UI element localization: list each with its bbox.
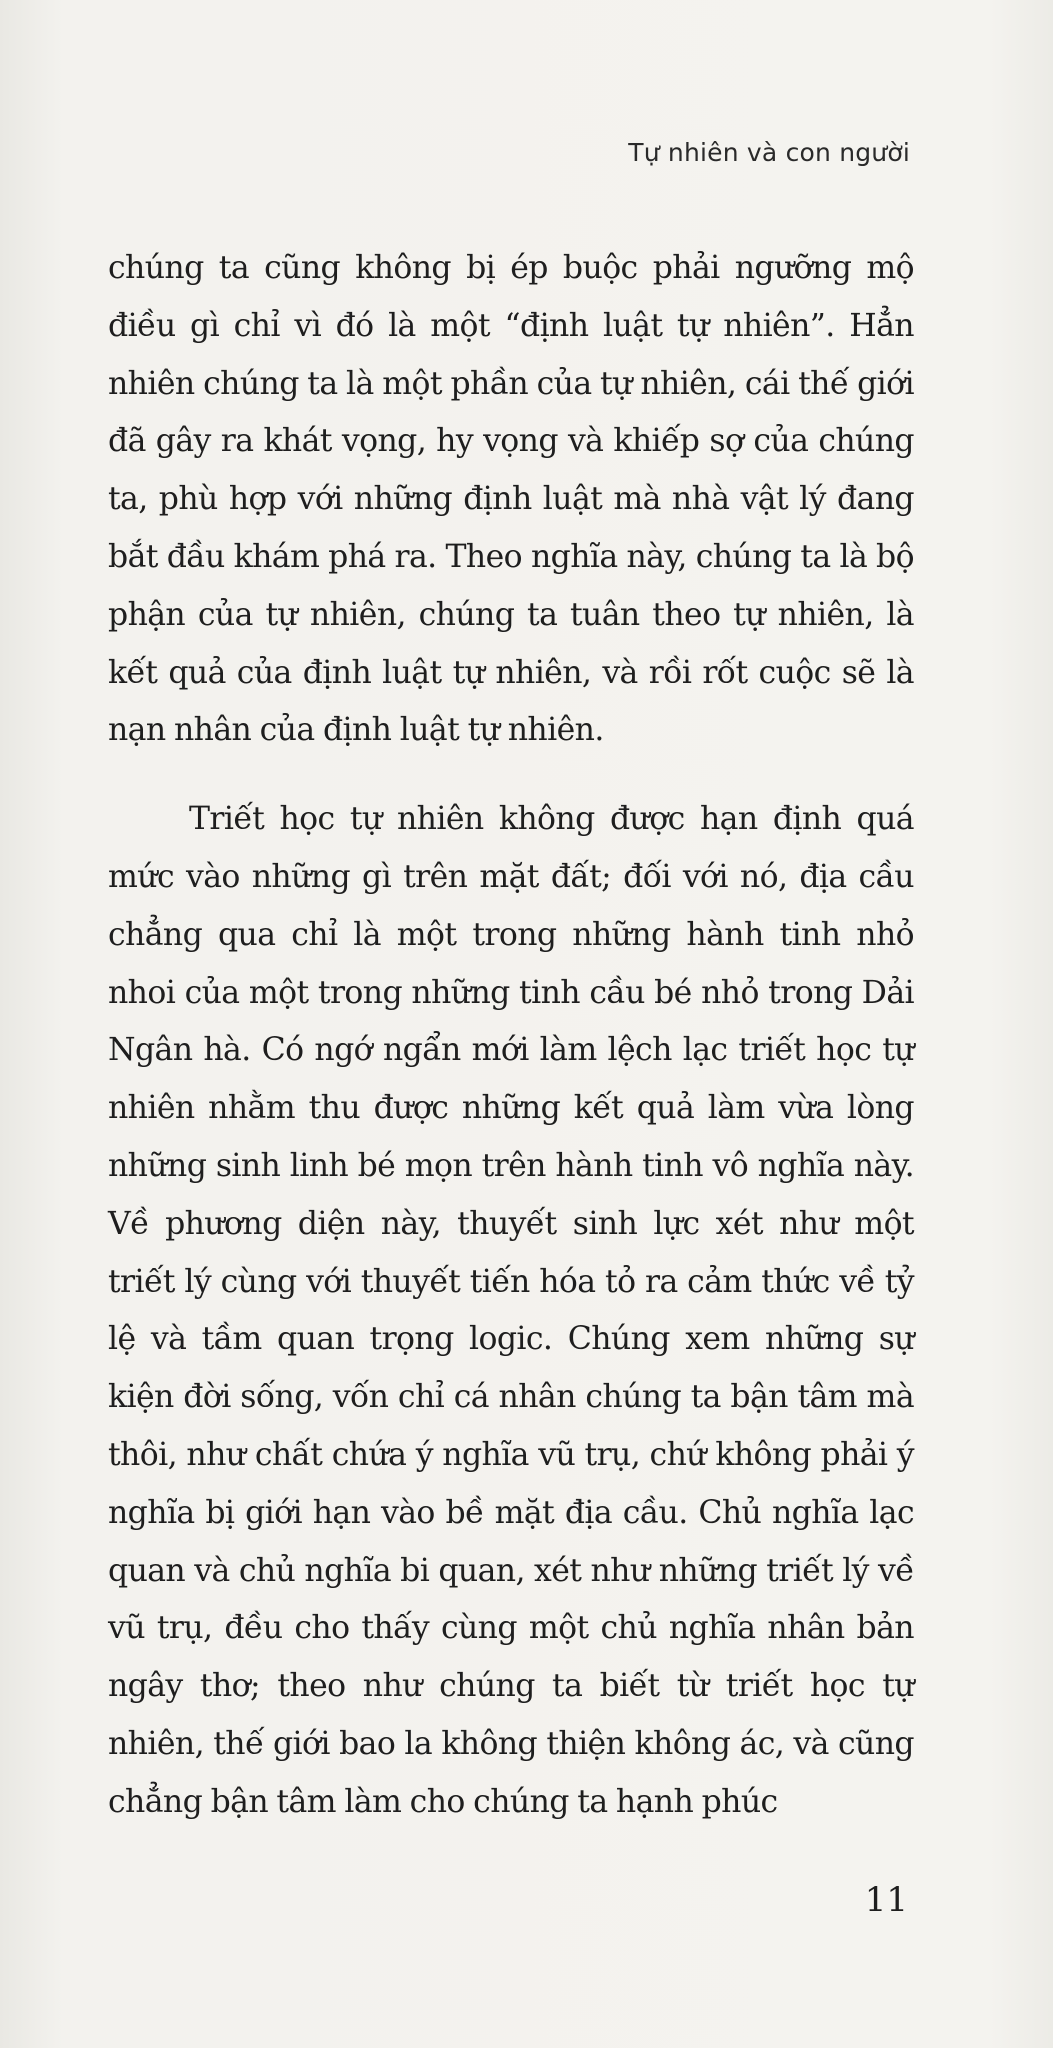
page-number: 11 xyxy=(864,1880,908,1920)
paragraph-1: chúng ta cũng không bị ép buộc phải ngưỡng mộ điều gì chỉ vì đó là một “định luật tự nhiên”. Hẳn nhiên chúng ta là một phần của tự nhiên, cái thế giới đã gây ra khát vọng, hy vọng và khiếp sợ của chúng ta, phù hợp với những định luật mà nhà vật lý đang bắt đầu khám phá ra. Theo nghĩa này, chúng ta là bộ phận của tự nhiên, chúng ta tuân theo tự nhiên, là kết quả của định luật tự nhiên, và rồi rốt cuộc sẽ là nạn nhân của định luật tự nhiên. xyxy=(108,250,914,749)
running-header-title: Tự nhiên và con người xyxy=(628,138,910,167)
paragraph-2: Triết học tự nhiên không được hạn định quá mức vào những gì trên mặt đất; đối với nó, địa cầu chẳng qua chỉ là một trong những hành tinh nhỏ nhoi của một trong những tinh cầu bé nhỏ trong Dải Ngân hà. Có ngớ ngẩn mới làm lệch lạc triết học tự nhiên nhằm thu được những kết quả làm vừa lòng những sinh linh bé mọn trên hành tinh vô nghĩa này. Về phương diện này, thuyết sinh lực xét như một triết lý cùng với thuyết tiến hóa tỏ ra cảm thức về tỷ lệ và tầm quan trọng logic. Chúng xem những sự kiện đời sống, vốn chỉ cá nhân chúng ta bận tâm mà thôi, như chất chứa ý nghĩa vũ trụ, chứ không phải ý nghĩa bị giới hạn vào bề mặt địa cầu. Chủ nghĩa lạc quan và chủ nghĩa bi quan, xét như những triết lý về vũ trụ, đều cho thấy cùng một chủ nghĩa nhân bản ngây thơ; theo như chúng ta biết từ triết học tự nhiên, thế giới bao la không thiện không ác, và cũng chẳng bận tâm làm cho chúng ta hạnh phúc xyxy=(108,801,914,1820)
body-text xyxy=(108,240,914,1832)
